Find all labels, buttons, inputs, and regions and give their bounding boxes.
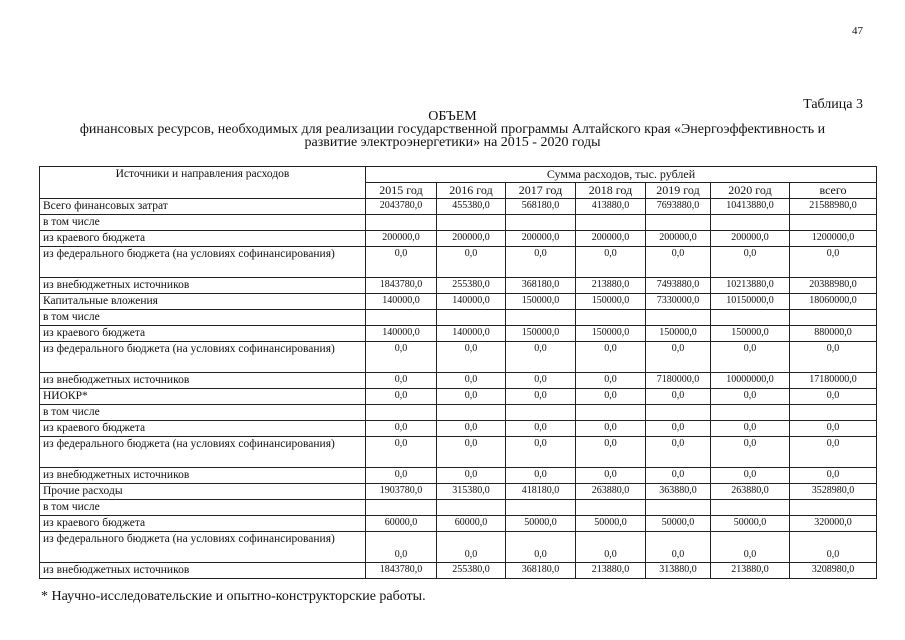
- value-cell: 0,0: [506, 247, 576, 278]
- value-cell: [576, 405, 646, 421]
- value-cell: [790, 310, 877, 326]
- value-cell: 0,0: [646, 342, 711, 373]
- value-cell: 0,0: [711, 247, 790, 278]
- row-label: в том числе: [40, 215, 366, 231]
- value-cell: 413880,0: [576, 199, 646, 215]
- value-cell: [790, 500, 877, 516]
- value-cell: [646, 215, 711, 231]
- header-year: 2015 год: [366, 183, 437, 199]
- value-cell: [366, 310, 437, 326]
- value-cell: 363880,0: [646, 484, 711, 500]
- value-cell: [437, 215, 506, 231]
- value-cell: 263880,0: [576, 484, 646, 500]
- value-cell: [437, 310, 506, 326]
- value-cell: 150000,0: [506, 294, 576, 310]
- value-cell: 0,0: [711, 437, 790, 468]
- value-cell: 60000,0: [366, 516, 437, 532]
- value-cell: 0,0: [576, 468, 646, 484]
- value-cell: 200000,0: [646, 231, 711, 247]
- value-cell: 200000,0: [366, 231, 437, 247]
- value-cell: 0,0: [506, 468, 576, 484]
- value-cell: 0,0: [576, 389, 646, 405]
- row-label: из краевого бюджета: [40, 326, 366, 342]
- value-cell: 0,0: [506, 532, 576, 563]
- value-cell: 10000000,0: [711, 373, 790, 389]
- value-cell: [790, 405, 877, 421]
- value-cell: 0,0: [437, 437, 506, 468]
- value-cell: 0,0: [790, 389, 877, 405]
- value-cell: 0,0: [506, 437, 576, 468]
- value-cell: 0,0: [437, 342, 506, 373]
- value-cell: 0,0: [366, 532, 437, 563]
- value-cell: [437, 500, 506, 516]
- value-cell: 21588980,0: [790, 199, 877, 215]
- value-cell: [711, 405, 790, 421]
- value-cell: 60000,0: [437, 516, 506, 532]
- value-cell: [366, 500, 437, 516]
- header-year: 2020 год: [711, 183, 790, 199]
- row-label: из внебюджетных источников: [40, 373, 366, 389]
- row-label: из внебюджетных источников: [40, 468, 366, 484]
- value-cell: [506, 405, 576, 421]
- heading-line-2: развитие электроэнергетики» на 2015 - 2020 годы: [304, 135, 601, 150]
- value-cell: 0,0: [437, 421, 506, 437]
- value-cell: 150000,0: [576, 294, 646, 310]
- value-cell: 20388980,0: [790, 278, 877, 294]
- value-cell: 1843780,0: [366, 278, 437, 294]
- value-cell: [576, 310, 646, 326]
- value-cell: 320000,0: [790, 516, 877, 532]
- value-cell: 0,0: [646, 389, 711, 405]
- value-cell: 200000,0: [711, 231, 790, 247]
- table-label: Таблица 3: [803, 97, 863, 112]
- header-year: всего: [790, 183, 877, 199]
- value-cell: [711, 215, 790, 231]
- value-cell: [506, 215, 576, 231]
- value-cell: 140000,0: [366, 294, 437, 310]
- value-cell: [790, 215, 877, 231]
- financing-table: [39, 166, 877, 579]
- value-cell: 0,0: [790, 468, 877, 484]
- value-cell: 455380,0: [437, 199, 506, 215]
- value-cell: 0,0: [646, 247, 711, 278]
- value-cell: [711, 310, 790, 326]
- header-year: 2017 год: [506, 183, 576, 199]
- header-year: 2019 год: [646, 183, 711, 199]
- value-cell: 0,0: [506, 421, 576, 437]
- table-row: [40, 247, 877, 278]
- value-cell: 140000,0: [437, 326, 506, 342]
- table-row: [40, 342, 877, 373]
- document-heading: [30, 110, 875, 149]
- value-cell: 0,0: [366, 389, 437, 405]
- value-cell: 213880,0: [711, 563, 790, 579]
- row-label: из краевого бюджета: [40, 516, 366, 532]
- value-cell: 880000,0: [790, 326, 877, 342]
- table-body: [40, 199, 877, 579]
- row-label: Всего финансовых затрат: [40, 199, 366, 215]
- value-cell: 0,0: [506, 373, 576, 389]
- value-cell: 150000,0: [711, 326, 790, 342]
- table-row: [40, 484, 877, 500]
- value-cell: 0,0: [437, 468, 506, 484]
- value-cell: 0,0: [366, 468, 437, 484]
- value-cell: 150000,0: [506, 326, 576, 342]
- value-cell: 7330000,0: [646, 294, 711, 310]
- value-cell: 0,0: [711, 389, 790, 405]
- value-cell: 7180000,0: [646, 373, 711, 389]
- row-label: в том числе: [40, 500, 366, 516]
- value-cell: 213880,0: [576, 563, 646, 579]
- value-cell: 0,0: [646, 421, 711, 437]
- value-cell: 200000,0: [506, 231, 576, 247]
- value-cell: 140000,0: [366, 326, 437, 342]
- value-cell: [506, 500, 576, 516]
- value-cell: 0,0: [790, 342, 877, 373]
- value-cell: 0,0: [576, 421, 646, 437]
- value-cell: 10150000,0: [711, 294, 790, 310]
- value-cell: 0,0: [576, 437, 646, 468]
- value-cell: 10413880,0: [711, 199, 790, 215]
- value-cell: 0,0: [437, 373, 506, 389]
- value-cell: 568180,0: [506, 199, 576, 215]
- row-label: из федерального бюджета (на условиях софинансирования): [40, 247, 366, 278]
- value-cell: 0,0: [790, 421, 877, 437]
- value-cell: 0,0: [576, 247, 646, 278]
- value-cell: 213880,0: [576, 278, 646, 294]
- value-cell: 150000,0: [646, 326, 711, 342]
- page-number: 47: [852, 25, 863, 37]
- value-cell: 18060000,0: [790, 294, 877, 310]
- header-sum: Сумма расходов, тыс. рублей: [366, 167, 877, 183]
- value-cell: 0,0: [790, 437, 877, 468]
- value-cell: 0,0: [506, 389, 576, 405]
- value-cell: 150000,0: [576, 326, 646, 342]
- row-label: из внебюджетных источников: [40, 278, 366, 294]
- table-row: [40, 373, 877, 389]
- heading-line-1: финансовых ресурсов, необходимых для реализации государственной программы Алтайского края «Энергоэффективность и: [79, 122, 826, 137]
- table-row: [40, 532, 877, 563]
- value-cell: 0,0: [576, 342, 646, 373]
- value-cell: 7493880,0: [646, 278, 711, 294]
- value-cell: [646, 405, 711, 421]
- value-cell: 1200000,0: [790, 231, 877, 247]
- value-cell: 418180,0: [506, 484, 576, 500]
- value-cell: 0,0: [366, 247, 437, 278]
- table-row: [40, 215, 877, 231]
- value-cell: 313880,0: [646, 563, 711, 579]
- row-label: из краевого бюджета: [40, 421, 366, 437]
- value-cell: [366, 405, 437, 421]
- value-cell: 368180,0: [506, 278, 576, 294]
- value-cell: [646, 500, 711, 516]
- value-cell: 50000,0: [506, 516, 576, 532]
- value-cell: 50000,0: [646, 516, 711, 532]
- value-cell: 50000,0: [576, 516, 646, 532]
- table-row: [40, 310, 877, 326]
- table-row: [40, 278, 877, 294]
- heading-title: ОБЪЕМ: [428, 109, 477, 124]
- table-row: [40, 468, 877, 484]
- value-cell: 0,0: [366, 373, 437, 389]
- value-cell: 0,0: [437, 247, 506, 278]
- value-cell: 0,0: [790, 532, 877, 563]
- value-cell: 7693880,0: [646, 199, 711, 215]
- value-cell: 255380,0: [437, 278, 506, 294]
- value-cell: 0,0: [646, 468, 711, 484]
- table-row: [40, 199, 877, 215]
- value-cell: 2043780,0: [366, 199, 437, 215]
- table-row: [40, 405, 877, 421]
- header-year: 2018 год: [576, 183, 646, 199]
- value-cell: 0,0: [437, 532, 506, 563]
- value-cell: 200000,0: [437, 231, 506, 247]
- value-cell: 3528980,0: [790, 484, 877, 500]
- table-row: [40, 231, 877, 247]
- value-cell: 0,0: [790, 247, 877, 278]
- row-label: в том числе: [40, 405, 366, 421]
- value-cell: [506, 310, 576, 326]
- value-cell: 0,0: [576, 373, 646, 389]
- value-cell: [576, 500, 646, 516]
- value-cell: 263880,0: [711, 484, 790, 500]
- table-row: [40, 326, 877, 342]
- header-year: 2016 год: [437, 183, 506, 199]
- value-cell: 0,0: [366, 342, 437, 373]
- value-cell: 0,0: [711, 342, 790, 373]
- value-cell: 3208980,0: [790, 563, 877, 579]
- table-row: [40, 294, 877, 310]
- table-row: [40, 437, 877, 468]
- value-cell: 255380,0: [437, 563, 506, 579]
- footnote: * Научно-исследовательские и опытно-конструкторские работы.: [41, 589, 426, 604]
- table-row: [40, 389, 877, 405]
- row-label: из краевого бюджета: [40, 231, 366, 247]
- table-row: [40, 500, 877, 516]
- value-cell: 0,0: [366, 437, 437, 468]
- value-cell: 0,0: [576, 532, 646, 563]
- value-cell: [646, 310, 711, 326]
- value-cell: 10213880,0: [711, 278, 790, 294]
- value-cell: 200000,0: [576, 231, 646, 247]
- value-cell: 0,0: [366, 421, 437, 437]
- value-cell: 0,0: [646, 532, 711, 563]
- value-cell: 315380,0: [437, 484, 506, 500]
- row-label: из федерального бюджета (на условиях софинансирования): [40, 437, 366, 468]
- value-cell: 1843780,0: [366, 563, 437, 579]
- table-row: [40, 421, 877, 437]
- value-cell: 0,0: [506, 342, 576, 373]
- row-label: Капитальные вложения: [40, 294, 366, 310]
- value-cell: 50000,0: [711, 516, 790, 532]
- value-cell: [366, 215, 437, 231]
- row-label: НИОКР*: [40, 389, 366, 405]
- value-cell: [437, 405, 506, 421]
- row-label: в том числе: [40, 310, 366, 326]
- row-label: Прочие расходы: [40, 484, 366, 500]
- value-cell: 140000,0: [437, 294, 506, 310]
- table-row: [40, 516, 877, 532]
- value-cell: [576, 215, 646, 231]
- value-cell: 0,0: [711, 468, 790, 484]
- value-cell: 0,0: [437, 389, 506, 405]
- header-sources: Источники и направления расходов: [40, 167, 366, 199]
- value-cell: 368180,0: [506, 563, 576, 579]
- row-label: из внебюджетных источников: [40, 563, 366, 579]
- value-cell: [711, 500, 790, 516]
- value-cell: 0,0: [711, 421, 790, 437]
- value-cell: 17180000,0: [790, 373, 877, 389]
- value-cell: 0,0: [646, 437, 711, 468]
- value-cell: 1903780,0: [366, 484, 437, 500]
- row-label: из федерального бюджета (на условиях софинансирования): [40, 342, 366, 373]
- row-label: из федерального бюджета (на условиях софинансирования): [40, 532, 366, 563]
- value-cell: 0,0: [711, 532, 790, 563]
- table-row: [40, 563, 877, 579]
